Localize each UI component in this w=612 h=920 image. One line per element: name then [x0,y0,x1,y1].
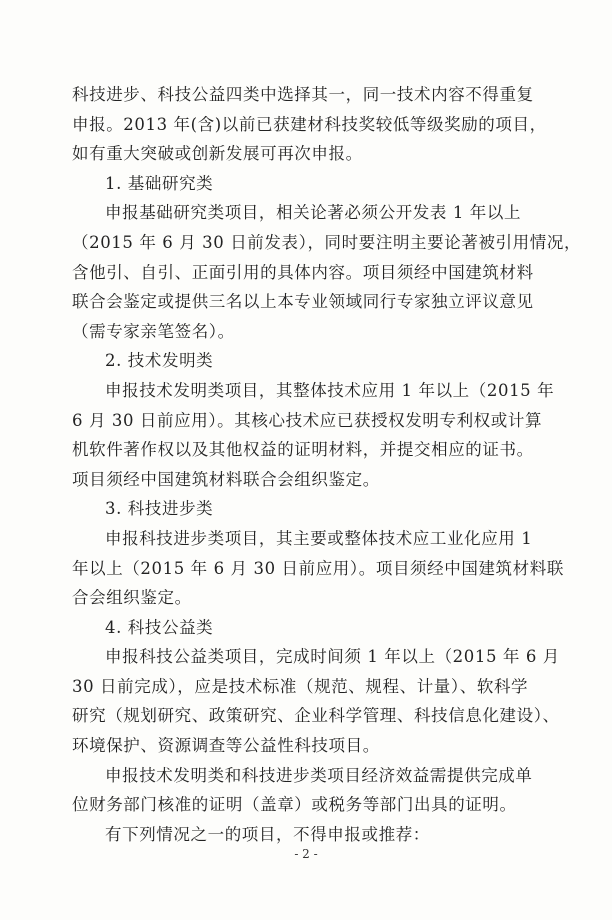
text-line: 申报技术发明类和科技进步类项目经济效益需提供完成单 [105,765,533,785]
text-line: 3. 科技进步类 [105,499,214,519]
text-line: 年以上（2015 年 6 月 30 日前应用）。项目须经中国建筑材料联 [72,558,564,578]
text-line: （2015 年 6 月 30 日前发表），同时要注明主要论著被引用情况， [72,232,582,252]
text-line: 4. 科技公益类 [105,617,214,637]
text-line: 30 日前完成），应是技术标准（规范、规程、计量）、软科学 [72,676,529,696]
text-line: 研究（规划研究、政策研究、企业科学管理、科技信息化建设）、 [72,706,560,726]
text-line: 有下列情况之一的项目，不得申报或推荐： [105,824,430,844]
text-line: 含他引、自引、正面引用的具体内容。项目须经中国建筑材料 [72,262,534,282]
text-line: 环境保护、资源调查等公益性科技项目。 [72,736,380,756]
text-line: 申报技术发明类项目，其整体技术应用 1 年以上（2015 年 [105,380,555,400]
text-line: 如有重大突破或创新发展可再次申报。 [72,144,363,164]
text-line: 联合会鉴定或提供三名以上本专业领域同行专家独立评议意见 [72,292,534,312]
text-line: 科技进步、科技公益四类中选择其一，同一技术内容不得重复 [72,85,534,104]
text-line: 2. 技术发明类 [105,351,214,371]
text-line: 项目须经中国建筑材料联合会组织鉴定。 [72,469,380,489]
text-line: 申报科技公益类项目，完成时间须 1 年以上（2015 年 6 月 [105,647,560,667]
text-line: 合会组织鉴定。 [72,588,192,608]
text-line: 申报科技进步类项目，其主要或整体技术应工业化应用 1 [105,528,533,548]
text-line: 位财务部门核准的证明（盖章）或税务等部门出具的证明。 [72,795,517,815]
text-line: 机软件著作权以及其他权益的证明材料，并提交相应的证书。 [72,440,534,460]
text-line: 6 月 30 日前应用）。其核心技术应已获授权发明专利权或计算 [72,410,543,430]
text-line: 申报。2013 年(含)以前已获建材科技奖较低等级奖励的项目， [72,114,547,134]
text-line: 1. 基础研究类 [105,173,214,193]
page-number: - 2 - [294,847,318,861]
text-line: （需专家亲笔签名）。 [72,321,235,341]
document-body [72,80,582,849]
text-line: 申报基础研究类项目，相关论著必须公开发表 1 年以上 [105,203,522,223]
